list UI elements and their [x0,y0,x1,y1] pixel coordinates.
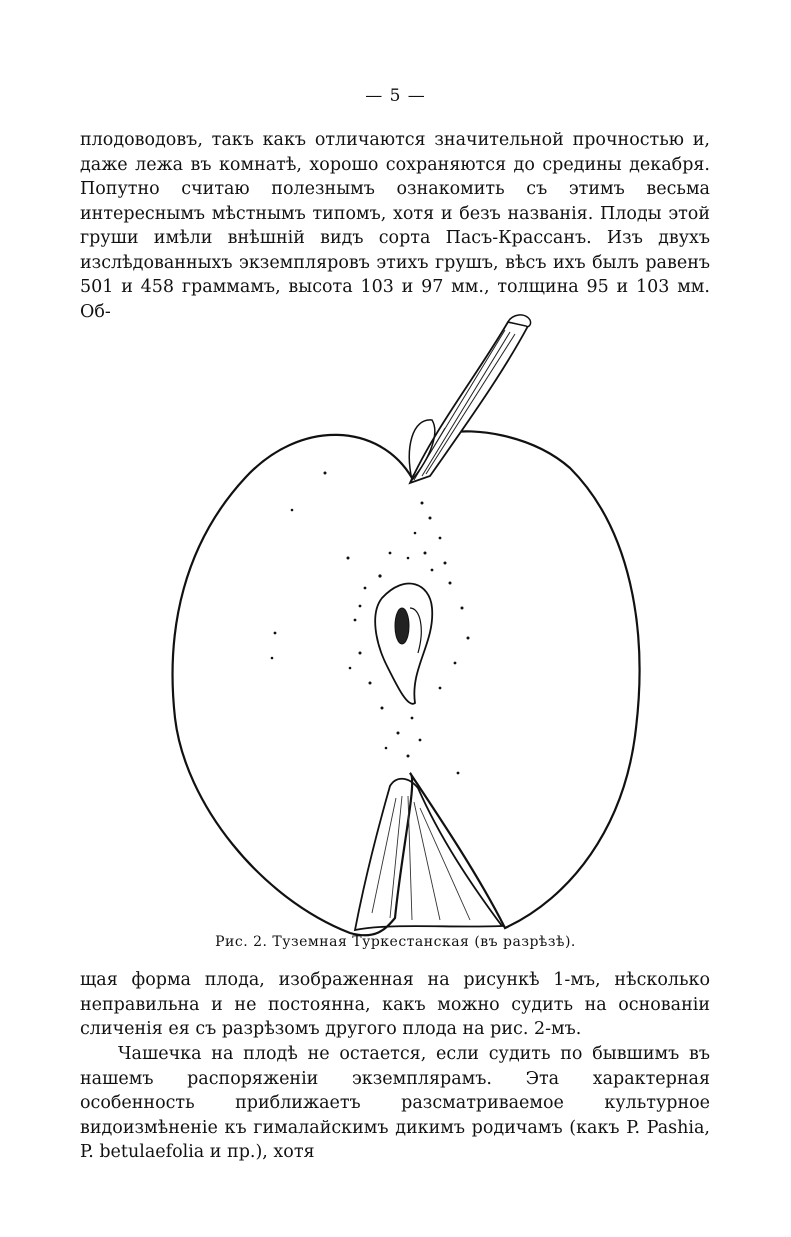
paragraph-middle: щая форма плода, изображенная на рисункѣ 1-мъ, нѣсколько неправильна и не постоянна, какъ можно судить на основаніи сличенія ея съ разрѣзомъ другого плода на рис. 2-мъ. [80,970,710,1039]
page-number: — 5 — [365,86,426,106]
paragraph-top: плодоводовъ, такъ какъ отличаются значительной прочностью и, даже лежа въ комнатѣ, хорошо сохраняются до средины декабря. Попутно считаю полезнымъ ознакомить съ этимъ весьма интереснымъ мѣстнымъ типомъ, хотя и безъ названія. Плоды этой груши имѣли внѣшній видъ сорта Пасъ-Крассанъ. Изъ двухъ изслѣдованныхъ экземпляровъ этихъ грушъ, вѣсъ ихъ былъ равенъ 501 и 458 граммамъ, высота 103 и 97 мм., толщина 95 и 103 мм. Об- [80,130,710,322]
seed [395,608,409,644]
pear-cross-section-illustration [150,308,650,948]
fruit-outline [173,431,640,935]
figure-caption: Рис. 2. Туземная Туркестанская (въ разрѣзѣ). [215,934,576,950]
stem [410,322,528,483]
paragraph-bottom: Чашечка на плодѣ не остается, если судить по бывшимъ въ нашемъ распоряженіи экземплярамъ. Эта характерная особенность приближаетъ разсматриваемое культурное видоизмѣненіе къ гималайскимъ дикимъ родичамъ (какъ P. Pashia, P. betulaefolia и пр.), хотя [80,1044,710,1162]
